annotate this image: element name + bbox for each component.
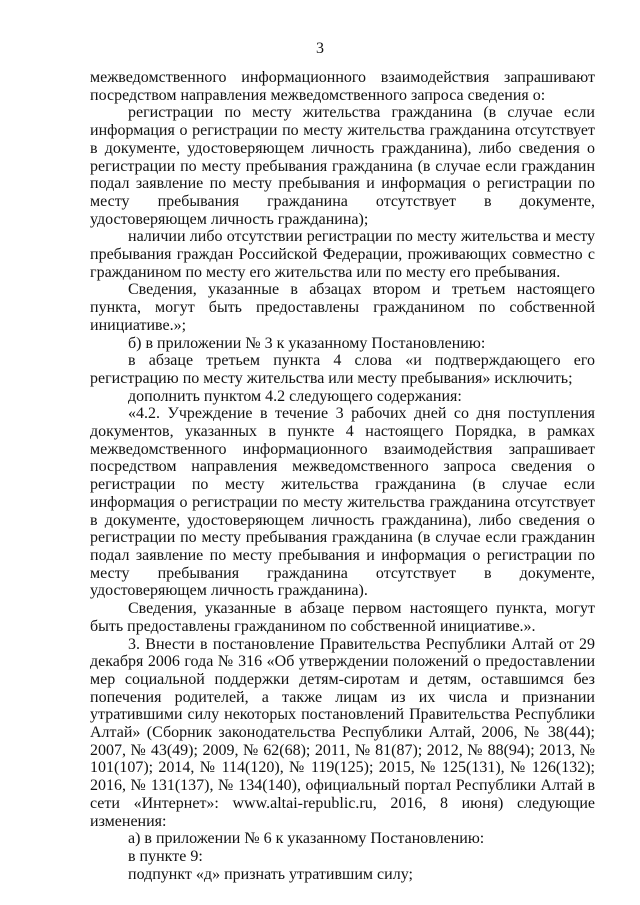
paragraph: подпункт «д» признать утратившим силу; xyxy=(128,865,413,883)
paragraph: б) в приложении № 3 к указанному Постановлению: xyxy=(128,334,486,352)
paragraph: 3. Внести в постановление Правительства Республики Алтай от 29 декабря 2006 года № 316 «Об утверждении положений о предоставлении мер социальной поддержки детям-сиротам и детям, оставшимся без попечения родителей, а также лицам из их числа и признании утратившими силу некоторых постановлений Правительства Республики Алтай» (Сборник законодательства Республики Алтай, 2006, № 38(44); 2007, № 43(49); 2009, № 62(68); 2011, № 81(87); 2012, № 88(94); 2013, № 101(107); 2014, № 114(120), № 119(125); 2015, № 125(131), № 126(132); 2016, № 131(137), № 134(140), официальный портал Республики Алтай в сети «Интернет»: www.altai-republic.ru, 2016, 8 июня) следующие изменения: xyxy=(90,635,595,830)
paragraph: а) в приложении № 6 к указанному Постановлению: xyxy=(128,830,485,848)
paragraph: Сведения, указанные в абзацах втором и третьем настоящего пункта, могут быть предоставлены гражданином по собственной инициативе.»; xyxy=(90,281,595,334)
paragraph: «4.2. Учреждение в течение 3 рабочих дней со дня поступления документов, указанных в пункте 4 настоящего Порядка, в рамках межведомственного информационного взаимодействия запрашивает посредством направления межведомственного запроса сведения о регистрации по месту жительства гражданина (в случае если информация о регистрации по месту жительства гражданина отсутствует в документе, удостоверяющем личность гражданина), либо сведения о регистрации по месту пребывания гражданина (в случае если гражданин подал заявление по месту пребывания и информация о регистрации по месту пребывания гражданина отсутствует в документе, удостоверяющем личность гражданина). xyxy=(90,405,595,600)
document-body xyxy=(90,69,595,883)
paragraph: Сведения, указанные в абзаце первом настоящего пункта, могут быть предоставлены гражданином по собственной инициативе.». xyxy=(90,600,595,635)
paragraph: регистрации по месту жительства гражданина (в случае если информация о регистрации по месту жительства гражданина отсутствует в документе, удостоверяющем личность гражданина), либо сведения о регистрации по месту пребывания гражданина (в случае если гражданин подал заявление по месту пребывания и информация о регистрации по месту пребывания гражданина отсутствует в документе, удостоверяющем личность гражданина); xyxy=(90,104,595,228)
paragraph: дополнить пунктом 4.2 следующего содержания: xyxy=(128,387,462,405)
page-number: 3 xyxy=(316,40,324,57)
paragraph: в абзаце третьем пункта 4 слова «и подтверждающего его регистрацию по месту жительства или месту пребывания» исключить; xyxy=(90,352,595,387)
paragraph: межведомственного информационного взаимодействия запрашивают посредством направления межведомственного запроса сведения о: xyxy=(90,69,595,104)
paragraph: наличии либо отсутствии регистрации по месту жительства и месту пребывания граждан Российской Федерации, проживающих совместно с гражданином по месту его жительства или по месту его пребывания. xyxy=(90,228,595,281)
paragraph: в пункте 9: xyxy=(128,847,203,865)
